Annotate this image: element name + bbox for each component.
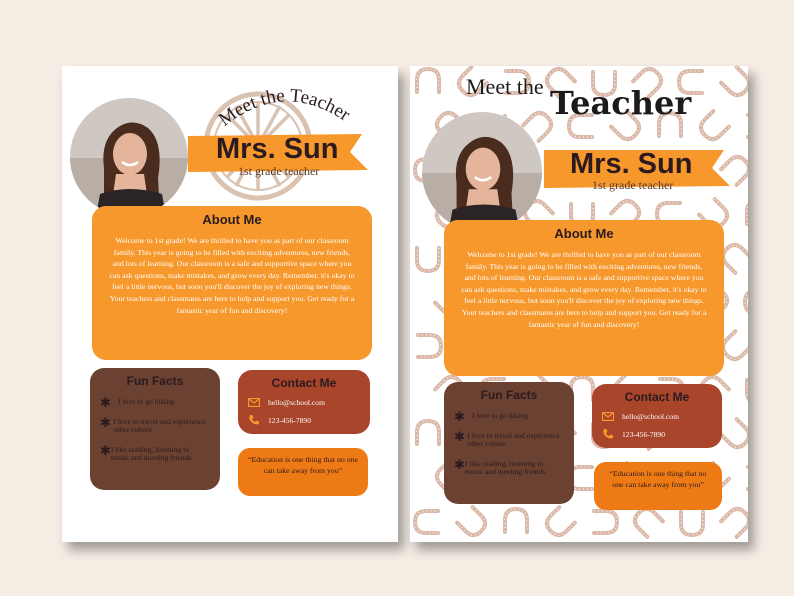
fun-fact-item: ✱ I love to go hiking: [100, 396, 175, 411]
asterisk-star-icon: ✱: [100, 444, 111, 459]
contact-me-box: [238, 370, 370, 434]
phone-icon: [602, 428, 614, 440]
horseshoe-icon: [745, 291, 748, 313]
horseshoe-icon: [417, 421, 439, 444]
asterisk-star-icon: ✱: [454, 458, 465, 473]
quote-box: “Education is one thing that no one can take away from you”: [594, 462, 722, 510]
contact-me-box: [592, 384, 722, 448]
horseshoe-icon: [747, 201, 748, 224]
about-me-text: Welcome to 1st grade! We are thrilled to have you as part of our classroom family. This year is going to be filled with exciting adventures, new friends, and lots of learning. Our classroom is a safe and supportive space where you can ask questions, make mistakes, and grow every day. Remember, it's okay to feel a little nervous, but soon you'll discover the joy of exploring new things. Your teachers and classmates are here to help and support you. Get ready for a fantastic year of fun and discovery!: [461, 250, 707, 329]
horseshoe-icon: [721, 67, 748, 99]
horseshoe-icon: [747, 380, 748, 403]
meet-the-heading: Meet the: [466, 74, 544, 99]
fun-fact-item: ✱ I love to travel and experience other culture: [100, 416, 206, 434]
horseshoe-icon: [418, 335, 441, 357]
asterisk-star-icon: ✱: [454, 410, 465, 425]
phone-icon: [248, 414, 260, 426]
horseshoe-icon: [571, 377, 593, 400]
flyer-page-2: [410, 66, 748, 542]
horseshoe-icon: [697, 111, 729, 143]
meet-the-teacher-heading: [208, 74, 358, 136]
about-me-title: About Me: [554, 226, 614, 241]
fun-facts-box: [444, 382, 574, 504]
teacher-name: Mrs. Sun: [216, 133, 339, 165]
contact-me-title: Contact Me: [624, 390, 690, 404]
horseshoe-icon: [417, 248, 439, 271]
about-me-title: About Me: [202, 212, 262, 227]
horseshoe-icon: [543, 507, 575, 539]
asterisk-star-icon: ✱: [100, 416, 111, 431]
quote-box: “Education is one thing that no one can take away from you”: [238, 448, 368, 496]
horseshoe-icon: [681, 512, 703, 535]
contact-me-title: Contact Me: [271, 376, 337, 390]
flyer-page-1: [62, 66, 398, 542]
horseshoe-icon: [721, 419, 748, 451]
contact-phone: 123-456-7890: [602, 428, 665, 440]
fun-fact-item: ✱ I like reading, listening to music and meeting friends: [454, 458, 546, 476]
asterisk-star-icon: ✱: [100, 396, 111, 411]
fun-facts-title: Fun Facts: [126, 374, 184, 388]
horseshoe-icon: [415, 511, 438, 533]
svg-text:Meet the Teacher: Meet the Teacher: [214, 85, 354, 131]
fun-facts-title: Fun Facts: [480, 388, 538, 402]
fun-fact-item: ✱ I love to go hiking: [454, 410, 529, 425]
envelope-icon: [602, 412, 614, 421]
horseshoe-icon: [505, 509, 527, 532]
envelope-icon: [248, 398, 260, 407]
contact-phone: 123-456-7890: [248, 414, 311, 426]
grade-label: 1st grade teacher: [592, 178, 674, 192]
fun-fact-item: ✱ I like reading, listening to music and meeting friends: [100, 444, 192, 462]
about-me-box: [444, 220, 724, 376]
fun-fact-item: ✱ I love to travel and experience other culture: [454, 430, 560, 448]
teacher-name: Mrs. Sun: [570, 148, 693, 180]
grade-label: 1st grade teacher: [238, 164, 320, 178]
asterisk-star-icon: ✱: [454, 430, 465, 445]
fun-facts-box: [90, 368, 220, 490]
about-me-box: [92, 206, 372, 360]
contact-email: hello@school.com: [248, 398, 325, 407]
horseshoe-icon: [594, 511, 617, 533]
horseshoe-icon: [457, 507, 489, 539]
horseshoe-icon: [417, 69, 439, 92]
teacher-photo: [422, 112, 542, 232]
about-me-text: Welcome to 1st grade! We are thrilled to have you as part of our classroom family. This year is going to be filled with exciting adventures, new friends, and lots of learning. Our classroom is a safe and supportive space where you can ask questions, make mistakes, and grow every day. Remember, it's okay to feel a little nervous, but soon you'll discover the joy of exploring new things. Your teachers and classmates are here to help and support you. Get ready for a fantastic year of fun and discovery!: [109, 236, 355, 315]
teacher-heading: Teacher: [550, 84, 692, 122]
contact-email: hello@school.com: [602, 412, 679, 421]
horseshoe-icon: [721, 505, 748, 537]
teacher-photo: [70, 98, 188, 216]
